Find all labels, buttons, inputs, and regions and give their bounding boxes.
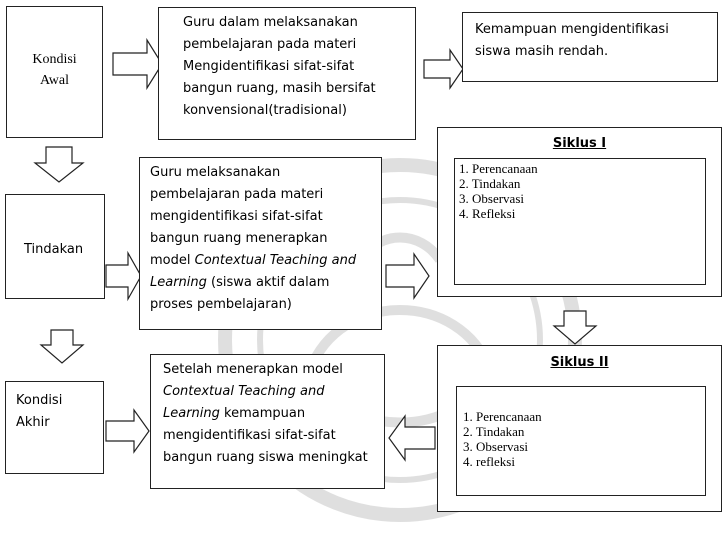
desc-text: (siswa aktif dalam	[206, 275, 330, 290]
desc-line: Mengidentifikasi sifat-sifat	[183, 59, 355, 74]
desc-line: pembelajaran pada materi	[150, 187, 324, 202]
arrow-right-icon	[106, 410, 150, 452]
desc-line: Setelah menerapkan model	[163, 362, 343, 377]
desc-line	[163, 381, 384, 403]
arrow-down-icon	[40, 330, 84, 364]
list-item: 2. Tindakan	[463, 424, 525, 439]
result-line1: Kemampuan mengidentifikasi	[475, 22, 669, 37]
list-item: 4. Refleksi	[459, 206, 516, 221]
desc-line: mengidentifikasi sifat-sifat	[163, 428, 336, 443]
list-item: 4. refleksi	[463, 454, 515, 469]
desc-line: mengidentifikasi sifat-sifat	[150, 209, 323, 224]
list-item: 1. Perencanaan	[459, 161, 538, 176]
tindakan-desc-box	[139, 157, 382, 330]
siklus2-title: Siklus II	[550, 355, 609, 370]
arrow-right-icon	[113, 40, 163, 88]
desc-line: bangun ruang siswa meningkat	[163, 450, 368, 465]
kondisi-awal-line2: Awal	[39, 73, 70, 88]
desc-line: konvensional(tradisional)	[183, 103, 347, 118]
desc-italic: Contextual Teaching and	[194, 253, 357, 268]
arrow-right-icon	[424, 50, 464, 88]
arrow-down-icon	[553, 311, 597, 345]
list-item: 3. Observasi	[459, 191, 524, 206]
arrow-right-icon	[386, 254, 430, 298]
kondisi-awal-result-box	[462, 12, 718, 82]
desc-line	[150, 250, 381, 272]
desc-line: proses pembelajaran)	[150, 297, 292, 312]
kondisi-awal-box	[6, 6, 103, 138]
kondisi-awal-desc-box	[158, 7, 416, 140]
siklus1-list	[459, 161, 705, 221]
arrow-right-icon	[106, 253, 142, 299]
desc-text: model	[150, 253, 195, 268]
siklus2-inner-box	[456, 386, 706, 496]
desc-line	[163, 403, 384, 425]
tindakan-box	[5, 194, 105, 299]
arrow-left-icon	[388, 416, 436, 460]
desc-italic: Learning	[163, 406, 220, 421]
siklus2-list	[463, 409, 705, 469]
list-item: 3. Observasi	[463, 439, 528, 454]
desc-line	[150, 272, 381, 294]
desc-line: bangun ruang, masih bersifat	[183, 81, 376, 96]
desc-line: Guru melaksanakan	[150, 165, 281, 180]
desc-text: kemampuan	[219, 406, 306, 421]
desc-italic: Contextual Teaching and	[163, 384, 325, 399]
result-line2: siswa masih rendah.	[475, 44, 609, 59]
kondisi-akhir-box	[5, 381, 104, 474]
list-item: 1. Perencanaan	[463, 409, 542, 424]
kondisi-akhir-desc-box	[150, 354, 385, 489]
siklus2-box	[437, 345, 722, 512]
kondisi-akhir-line1: Kondisi	[16, 393, 63, 408]
desc-line: Guru dalam melaksanakan	[183, 15, 358, 30]
list-item: 2. Tindakan	[459, 176, 521, 191]
desc-line: bangun ruang menerapkan	[150, 231, 328, 246]
siklus1-box	[437, 127, 722, 297]
kondisi-akhir-line2: Akhir	[16, 415, 50, 430]
tindakan-label: Tindakan	[24, 242, 84, 257]
desc-italic: Learning	[150, 275, 207, 290]
kondisi-awal-line1: Kondisi	[32, 52, 77, 67]
siklus1-inner-box	[454, 158, 706, 285]
arrow-down-icon	[34, 147, 84, 183]
desc-line: pembelajaran pada materi	[183, 37, 357, 52]
siklus1-title: Siklus I	[552, 136, 607, 151]
